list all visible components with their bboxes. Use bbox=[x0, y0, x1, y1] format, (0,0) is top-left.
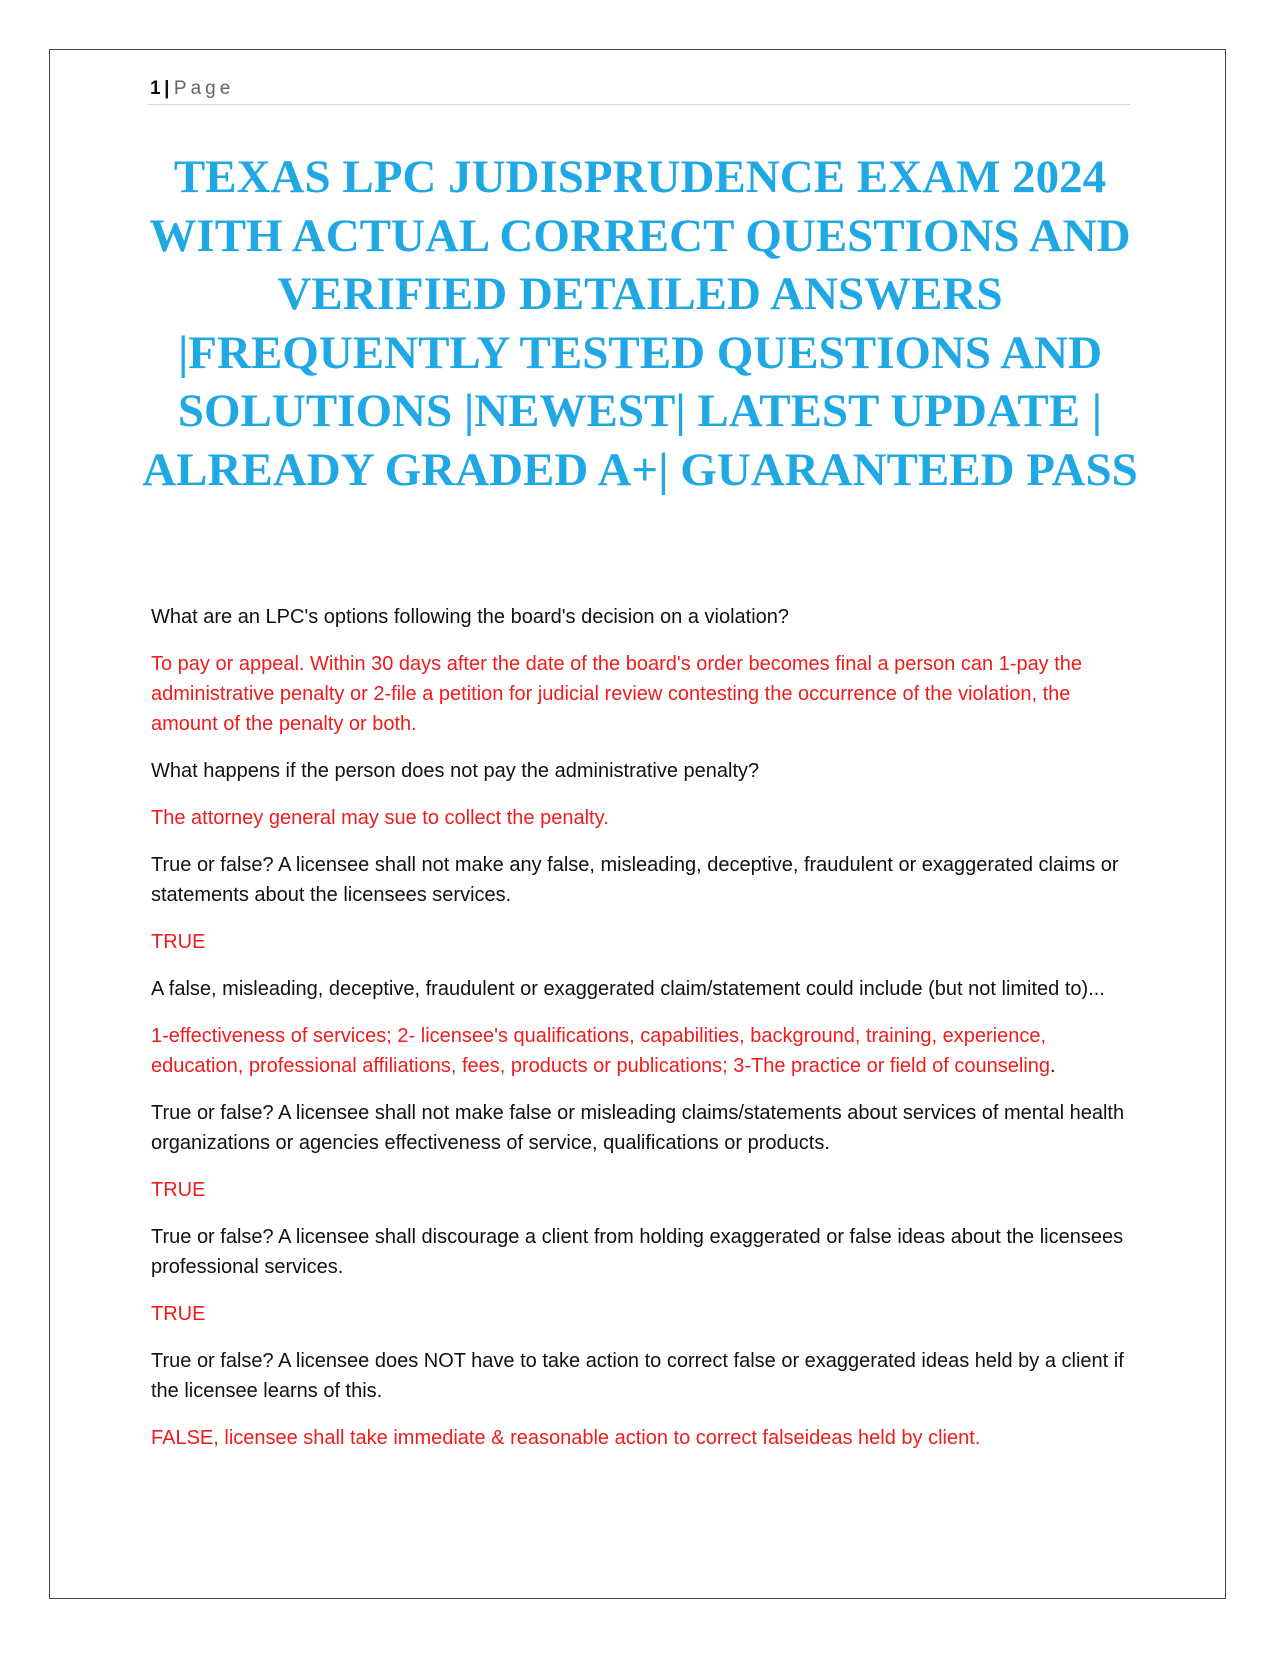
page-label: Page bbox=[173, 78, 235, 99]
document-title: TEXAS LPC JUDISPRUDENCE EXAM 2024 WITH ACTUAL CORRECT QUESTIONS AND VERIFIED DETAILED ANSWERS |FREQUENTLY TESTED QUESTIONS AND SOLUTIONS |NEWEST| LATEST UPDATE | ALREADY GRADED A+| GUARANTEED PASS bbox=[142, 151, 1138, 496]
answer-2: The attorney general may sue to collect the penalty. bbox=[151, 807, 609, 829]
question-1: What are an LPC's options following the board's decision on a violation? bbox=[151, 606, 790, 628]
question-5: True or false? A licensee shall not make false or misleading claims/statements about services of mental health organizations or agencies effectiveness of service, qualifications or products. bbox=[151, 1102, 1125, 1154]
answer-5: TRUE bbox=[151, 1179, 206, 1201]
answer-7: FALSE, licensee shall take immediate & reasonable action to correct falseideas held by client. bbox=[151, 1427, 981, 1449]
answer-4-text: 1-effectiveness of services; 2- licensee's qualifications, capabilities, background, training, experience, education, professional affiliations, fees, products or publications; 3-The practice or field of counseling bbox=[151, 1025, 1051, 1077]
answer-1: To pay or appeal. Within 30 days after the date of the board's order becomes final a person can 1-pay the administrative penalty or 2-file a petition for judicial review contesting the occurrence of the violation, the amount of the penalty or both. bbox=[151, 653, 1083, 735]
answer-4-period: . bbox=[1050, 1055, 1056, 1077]
question-6: True or false? A licensee shall discourage a client from holding exaggerated or false ideas about the licensees professional services. bbox=[151, 1226, 1124, 1278]
page-header bbox=[150, 78, 1130, 100]
qa-list bbox=[151, 602, 1136, 1470]
page-number: 1 bbox=[150, 78, 162, 99]
answer-4 bbox=[151, 1021, 1136, 1081]
answer-6: TRUE bbox=[151, 1303, 206, 1325]
question-3: True or false? A licensee shall not make any false, misleading, deceptive, fraudulent or exaggerated claims or statements about the licensees services. bbox=[151, 854, 1119, 906]
question-4: A false, misleading, deceptive, fraudulent or exaggerated claim/statement could include (but not limited to)... bbox=[151, 978, 1105, 1000]
question-2: What happens if the person does not pay the administrative penalty? bbox=[151, 760, 760, 782]
answer-3: TRUE bbox=[151, 931, 206, 953]
header-separator: | bbox=[164, 78, 170, 99]
question-7: True or false? A licensee does NOT have to take action to correct false or exaggerated ideas held by a client if the licensee learns of this. bbox=[151, 1350, 1124, 1402]
header-divider bbox=[148, 104, 1130, 105]
